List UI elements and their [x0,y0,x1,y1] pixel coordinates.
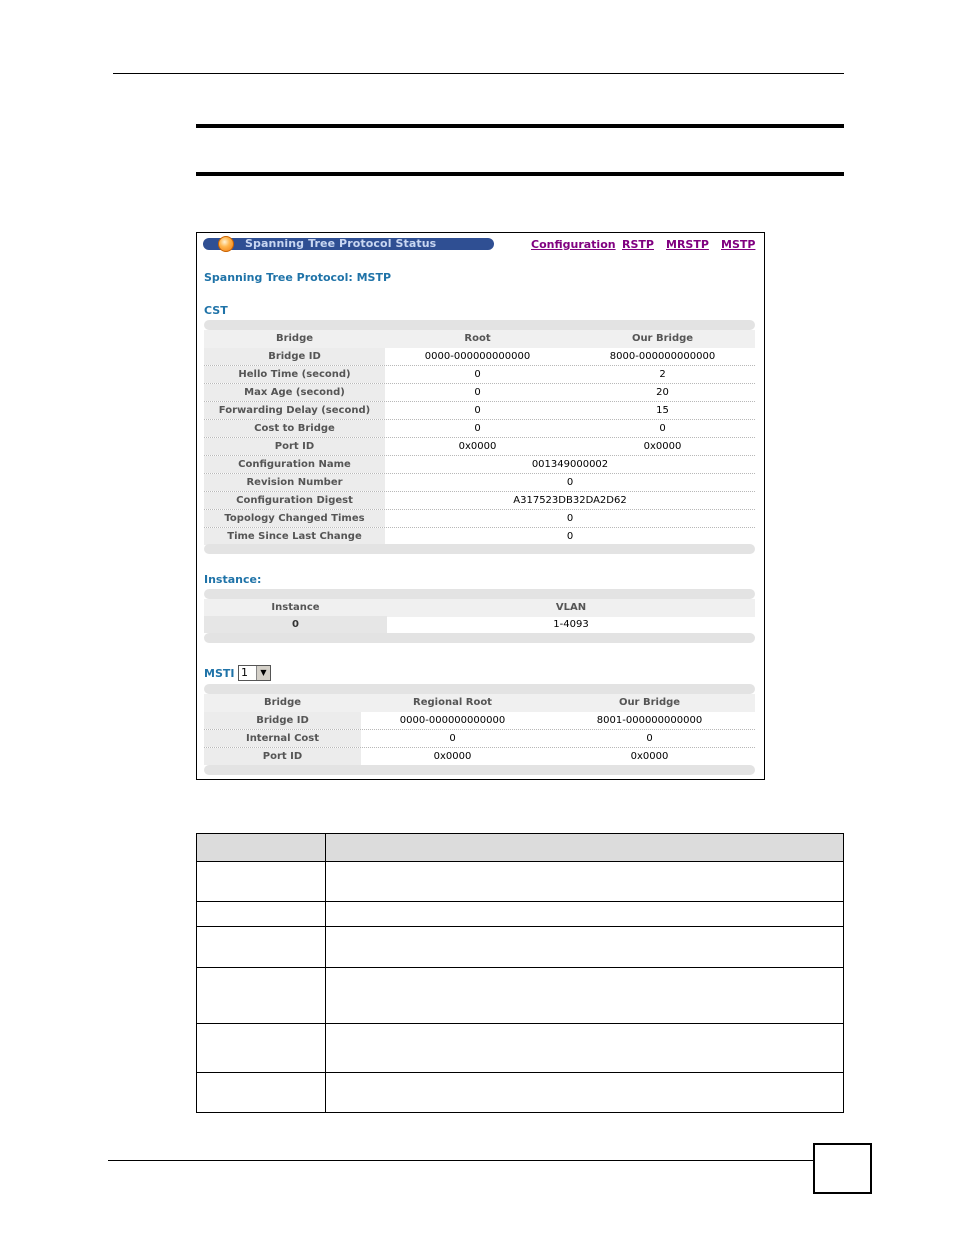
instance-heading: Instance: [204,573,262,586]
row-label: Topology Changed Times [204,510,385,527]
row-label: Hello Time (second) [204,366,385,383]
title-bar [203,238,494,250]
page-number-box [813,1143,872,1194]
our-value: 2 [659,369,666,380]
root-value: 0 [474,405,481,416]
cst-row-port-id [204,438,755,456]
row-label: Configuration Digest [204,492,385,509]
cst-col-our-bridge: Our Bridge [631,333,694,344]
row-label: Internal Cost [204,730,361,747]
our-value: 0 [646,733,653,744]
msti-col-our-bridge: Our Bridge [618,697,681,708]
table-header-row [197,834,844,862]
cst-row-topology-changed-times [204,510,755,528]
instance-band-top [204,589,755,599]
table-row [197,862,844,902]
our-value: 15 [656,405,669,416]
our-value: 0x0000 [630,751,669,762]
msti-header [204,694,755,712]
regional-value: 0000-000000000000 [399,715,506,726]
msti-selected-value: 1 [241,666,248,679]
instance-band-bottom [204,633,755,643]
row-label: Forwarding Delay (second) [204,402,385,419]
our-value: 8000-000000000000 [609,351,716,362]
row-label: Cost to Bridge [204,420,385,437]
page-footer-rule [108,1160,814,1161]
protocol-line: Spanning Tree Protocol: MSTP [204,271,392,284]
field-description-table [196,833,844,1113]
our-value: 0x0000 [643,441,682,452]
row-value: A317523DB32DA2D62 [513,495,627,506]
cst-band-top [204,320,755,330]
instance-value: 0 [204,616,387,633]
instance-row [204,616,755,634]
cst-header [204,330,755,348]
stp-status-screenshot [196,232,765,780]
table-row [197,968,844,1024]
cst-col-bridge: Bridge [275,333,314,344]
cst-col-root: Root [464,333,491,344]
msti-label: MSTI [204,667,235,680]
table-row [197,1073,844,1113]
rstp-link[interactable]: RSTP [622,238,654,251]
cst-row-configuration-name [204,456,755,474]
table-row [197,927,844,968]
regional-value: 0 [449,733,456,744]
root-value: 0x0000 [458,441,497,452]
cst-band-bottom [204,544,755,554]
row-value: 0 [566,477,574,488]
msti-band-top [204,684,755,694]
row-label: Port ID [204,438,385,455]
configuration-link[interactable]: Configuration [531,238,616,251]
msti-select[interactable] [238,665,271,681]
cst-row-forwarding-delay [204,402,755,420]
figure-heading-rule-top [196,124,844,128]
cst-row-max-age [204,384,755,402]
mrstp-link[interactable]: MRSTP [666,238,709,251]
figure-heading-rule-bottom [196,172,844,176]
cst-row-configuration-digest [204,492,755,510]
root-value: 0 [474,369,481,380]
chevron-down-icon[interactable]: ▼ [256,666,270,680]
cst-row-revision-number [204,474,755,492]
orb-icon [218,236,234,252]
msti-band-bottom [204,765,755,775]
root-value: 0 [474,423,481,434]
root-value: 0 [474,387,481,398]
row-label: Revision Number [204,474,385,491]
row-label: Port ID [204,748,361,765]
cst-row-hello-time [204,366,755,384]
row-label: Configuration Name [204,456,385,473]
msti-row-port-id [204,748,755,766]
our-value: 8001-000000000000 [596,715,703,726]
vlan-value: 1-4093 [553,619,589,630]
row-label: Time Since Last Change [204,528,385,545]
mstp-link[interactable]: MSTP [721,238,756,251]
msti-col-regional-root: Regional Root [413,697,492,708]
row-label: Bridge ID [204,712,361,729]
our-value: 0 [659,423,666,434]
root-value: 0000-000000000000 [424,351,531,362]
row-value: 0 [566,531,574,542]
screen-title: Spanning Tree Protocol Status [245,237,437,250]
page-top-rule [113,73,844,74]
row-label: Max Age (second) [204,384,385,401]
cst-row-bridge-id [204,348,755,366]
regional-value: 0x0000 [433,751,472,762]
msti-col-bridge: Bridge [263,697,302,708]
row-label: Bridge ID [204,348,385,365]
msti-row-internal-cost [204,730,755,748]
row-value: 0 [566,513,574,524]
row-value: 001349000002 [531,459,609,470]
instance-col-vlan: VLAN [555,602,587,613]
our-value: 20 [656,387,669,398]
instance-header [204,599,755,617]
msti-row-bridge-id [204,712,755,730]
cst-row-cost-to-bridge [204,420,755,438]
table-row [197,902,844,927]
cst-heading: CST [204,304,228,317]
instance-col-instance: Instance [271,602,320,613]
table-row [197,1024,844,1073]
